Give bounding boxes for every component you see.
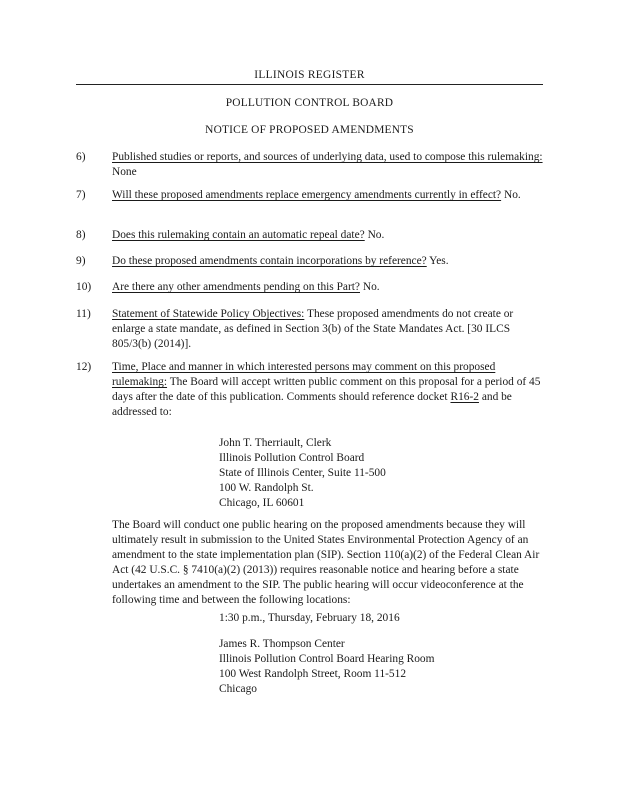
item-question: Do these proposed amendments contain incorporations by reference? [112,255,427,267]
item-number: 7) [76,189,86,201]
item-answer: These proposed amendments do not create or enlarge a state mandate, as defined in Section 3(b) of the State Mandates Act. [30 ILCS 805/3(b) (2014)]. [112,308,514,350]
docket-reference: R16-2 [450,391,479,403]
address-line: State of Illinois Center, Suite 11-500 [219,467,386,479]
hearing-paragraph: The Board will conduct one public hearing on the proposed amendments because they will ultimately result in submission to the United States Environmental Protection Agency of an amendment to the state implementation plan (SIP). Section 110(a)(2) of the Federal Clean Air Act (42 U.S.C. § 7410(a)(2) (2013)) requires reasonable notice and hearing before a state undertakes an amendment to the SIP. The public hearing will occur videoconference at the following time and between the following locations: [112,519,540,606]
item-9 [112,254,544,269]
item-answer: No. [503,189,521,201]
item-7 [112,188,544,203]
item-11 [112,307,544,352]
item-question: Time, Place and manner in which interested persons may comment on this proposed rulemaking: [112,361,496,388]
item-6 [112,150,544,180]
address-line: 100 W. Randolph St. [219,482,314,494]
register-header: ILLINOIS REGISTER [76,68,543,85]
item-question: Will these proposed amendments replace emergency amendments currently in effect? [112,189,502,201]
item-question: Published studies or reports, and sources of underlying data, used to compose this rulemaking: [112,151,543,163]
item-number: 6) [76,151,86,163]
location-line: Chicago [219,683,257,695]
notice-title: NOTICE OF PROPOSED AMENDMENTS [205,124,414,136]
agency-title: POLLUTION CONTROL BOARD [225,97,394,109]
address-line: Chicago, IL 60601 [219,497,305,509]
item-number: 8) [76,229,86,241]
item-10 [112,280,544,295]
item-answer: Yes. [429,255,449,267]
item-number: 9) [76,255,86,267]
address-line: Illinois Pollution Control Board [219,452,365,464]
hearing-time: 1:30 p.m., Thursday, February 18, 2016 [219,612,400,624]
hearing-location [219,637,544,697]
item-answer: None [112,166,137,178]
item-12 [112,360,544,420]
item-8 [112,228,544,243]
item-question: Are there any other amendments pending on this Part? [112,281,360,293]
address-line: John T. Therriault, Clerk [219,437,332,449]
item-number: 11) [76,308,91,320]
location-line: 100 West Randolph Street, Room 11-512 [219,668,407,680]
item-answer: No. [367,229,385,241]
item-number: 10) [76,281,92,293]
location-line: James R. Thompson Center [219,638,345,650]
item-answer-continued: and be addressed to: [112,391,512,418]
item-question: Does this rulemaking contain an automatic repeal date? [112,229,365,241]
item-answer: The Board will accept written public comment on this proposal for a period of 45 days after the date of this publication. Comments should reference docket [112,376,541,403]
item-question: Statement of Statewide Policy Objectives: [112,308,305,320]
location-line: Illinois Pollution Control Board Hearing Room [219,653,435,665]
clerk-address [219,436,544,511]
item-answer: No. [362,281,380,293]
item-number: 12) [76,361,92,373]
